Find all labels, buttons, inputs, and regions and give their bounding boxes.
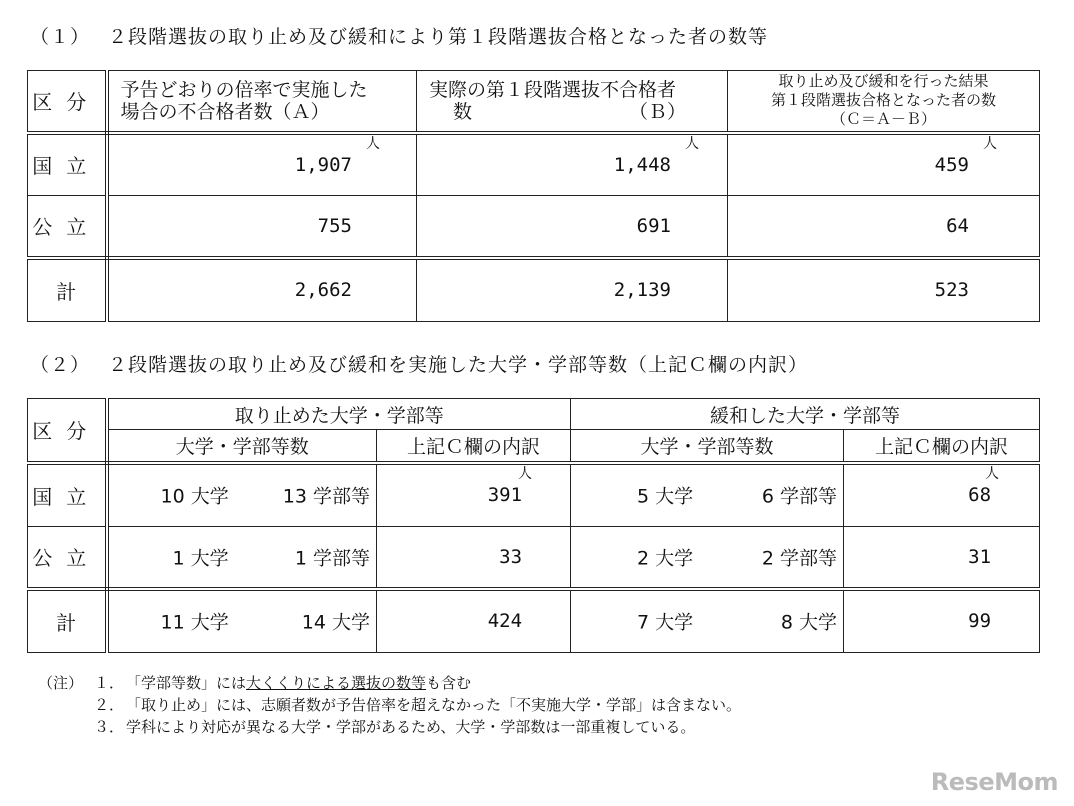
value-c: 459: [934, 153, 969, 176]
cell-g1-count: [107, 527, 377, 589]
breakdown-value: 424: [487, 610, 523, 633]
univ-count: 2 大学: [637, 547, 694, 570]
notes-label: （注）: [38, 674, 84, 692]
unit-label: 人: [985, 465, 1000, 482]
note-2-number: ２．: [94, 696, 125, 714]
cell-g2-value: [844, 463, 1040, 527]
header-col-a-line1: 予告どおりの倍率で実施した: [120, 78, 368, 101]
header-group-torikeshi: 取り止めた大学・学部等: [107, 399, 571, 430]
header-col-a-line2: 場合の不合格者数（Ａ）: [120, 100, 330, 123]
resemom-logo: ReseMom: [930, 768, 1058, 796]
row-label: 計: [28, 258, 107, 322]
cell-g2-count: [571, 463, 844, 527]
note-2-text: 「取り止め」には、志願者数が予告倍率を超えなかった「不実施大学・学部」は含まない。: [126, 696, 742, 714]
header-kubun: 区分: [28, 399, 107, 463]
cell-g1-value: [377, 589, 571, 653]
faculty-count: 13 学部等: [282, 485, 370, 508]
cell-g2-value: [844, 527, 1040, 589]
breakdown-value: 33: [499, 545, 523, 568]
univ-count: 7 大学: [637, 611, 694, 634]
value-a: 1,907: [294, 153, 352, 176]
breakdown-value: 31: [968, 545, 992, 568]
section2-heading: [30, 350, 808, 377]
value-c: 523: [934, 279, 969, 302]
section1-title: ２段階選抜の取り止め及び緩和により第１段階選抜合格となった者の数等: [108, 26, 769, 48]
header-kubun: 区分: [28, 71, 107, 133]
cell-g2-count: [571, 527, 844, 589]
row-label: 計: [28, 589, 107, 653]
section2-number: （２）: [30, 354, 91, 376]
univ-count: 10 大学: [160, 485, 229, 508]
note-1-number: １．: [94, 674, 125, 692]
row-label: 国立: [28, 463, 107, 527]
section2-title: ２段階選抜の取り止め及び緩和を実施した大学・学部等数（上記Ｃ欄の内訳）: [108, 354, 809, 376]
header-col-c-line1: 取り止め及び緩和を行った結果: [778, 72, 989, 91]
unit-label: 人: [983, 135, 997, 152]
univ-count: 11 大学: [160, 611, 229, 634]
breakdown-value: 68: [968, 484, 992, 507]
table-section2: [27, 398, 1040, 653]
cell-g2-count: [571, 589, 844, 653]
faculty-count: 14 大学: [301, 611, 370, 634]
note-3: [38, 716, 741, 738]
univ-count: 1 大学: [172, 547, 229, 570]
row-label: 公立: [28, 196, 107, 258]
section1-heading: [30, 22, 768, 49]
header-count: 大学・学部等数: [571, 430, 844, 463]
faculty-count: 6 学部等: [761, 485, 838, 508]
cell-b: [417, 196, 728, 258]
cell-g1-count: [107, 589, 377, 653]
header-col-b-line1: 実際の第１段階選抜不合格者: [429, 78, 677, 101]
row-label: 国立: [28, 133, 107, 196]
faculty-count: 2 学部等: [761, 547, 838, 570]
header-breakdown: 上記Ｃ欄の内訳: [377, 430, 571, 463]
cell-c: [728, 133, 1040, 196]
cell-c: [728, 196, 1040, 258]
header-col-c-line2: 第１段階選抜合格となった者の数: [770, 91, 996, 110]
cell-c: [728, 258, 1040, 322]
univ-count: 5 大学: [637, 485, 694, 508]
header-col-b: [417, 71, 728, 133]
value-b: 1,448: [613, 153, 671, 176]
table-section1: [27, 70, 1040, 322]
value-c: 64: [946, 214, 969, 237]
note-3-number: ３．: [94, 718, 125, 736]
header-col-b-line2b: （Ｂ）: [629, 100, 687, 123]
note-1-text-post: も含む: [426, 674, 472, 692]
note-2: [38, 694, 741, 716]
unit-label: 人: [685, 135, 699, 152]
header-breakdown: 上記Ｃ欄の内訳: [844, 430, 1040, 463]
header-col-c: [728, 71, 1040, 133]
header-col-b-line2a: 数: [453, 100, 473, 123]
value-b: 691: [636, 214, 671, 237]
faculty-count: 1 学部等: [294, 547, 370, 570]
cell-g1-count: [107, 463, 377, 527]
header-count: 大学・学部等数: [107, 430, 377, 463]
note-3-text: 学科により対応が異なる大学・学部があるため、大学・学部数は一部重複している。: [126, 718, 696, 736]
breakdown-value: 391: [487, 484, 523, 507]
header-group-kanwa: 緩和した大学・学部等: [571, 399, 1040, 430]
cell-g2-value: [844, 589, 1040, 653]
note-1: [38, 672, 741, 694]
note-1-underlined: 大くくりによる選抜の数等: [246, 674, 427, 692]
cell-a: [107, 196, 417, 258]
cell-b: [417, 258, 728, 322]
cell-a: [107, 133, 417, 196]
value-b: 2,139: [613, 279, 671, 302]
cell-g1-value: [377, 463, 571, 527]
value-a: 755: [317, 214, 352, 237]
unit-label: 人: [518, 465, 533, 482]
faculty-count: 8 大学: [780, 611, 838, 634]
value-a: 2,662: [294, 279, 352, 302]
breakdown-value: 99: [968, 610, 992, 633]
row-label: 公立: [28, 527, 107, 589]
notes: [38, 672, 741, 738]
cell-g1-value: [377, 527, 571, 589]
section1-number: （１）: [30, 26, 91, 48]
cell-a: [107, 258, 417, 322]
header-col-c-line3: （Ｃ＝Ａ－Ｂ）: [830, 110, 936, 129]
note-1-text-pre: 「学部等数」には: [126, 674, 247, 692]
unit-label: 人: [366, 135, 380, 152]
cell-b: [417, 133, 728, 196]
header-col-a: [107, 71, 417, 133]
